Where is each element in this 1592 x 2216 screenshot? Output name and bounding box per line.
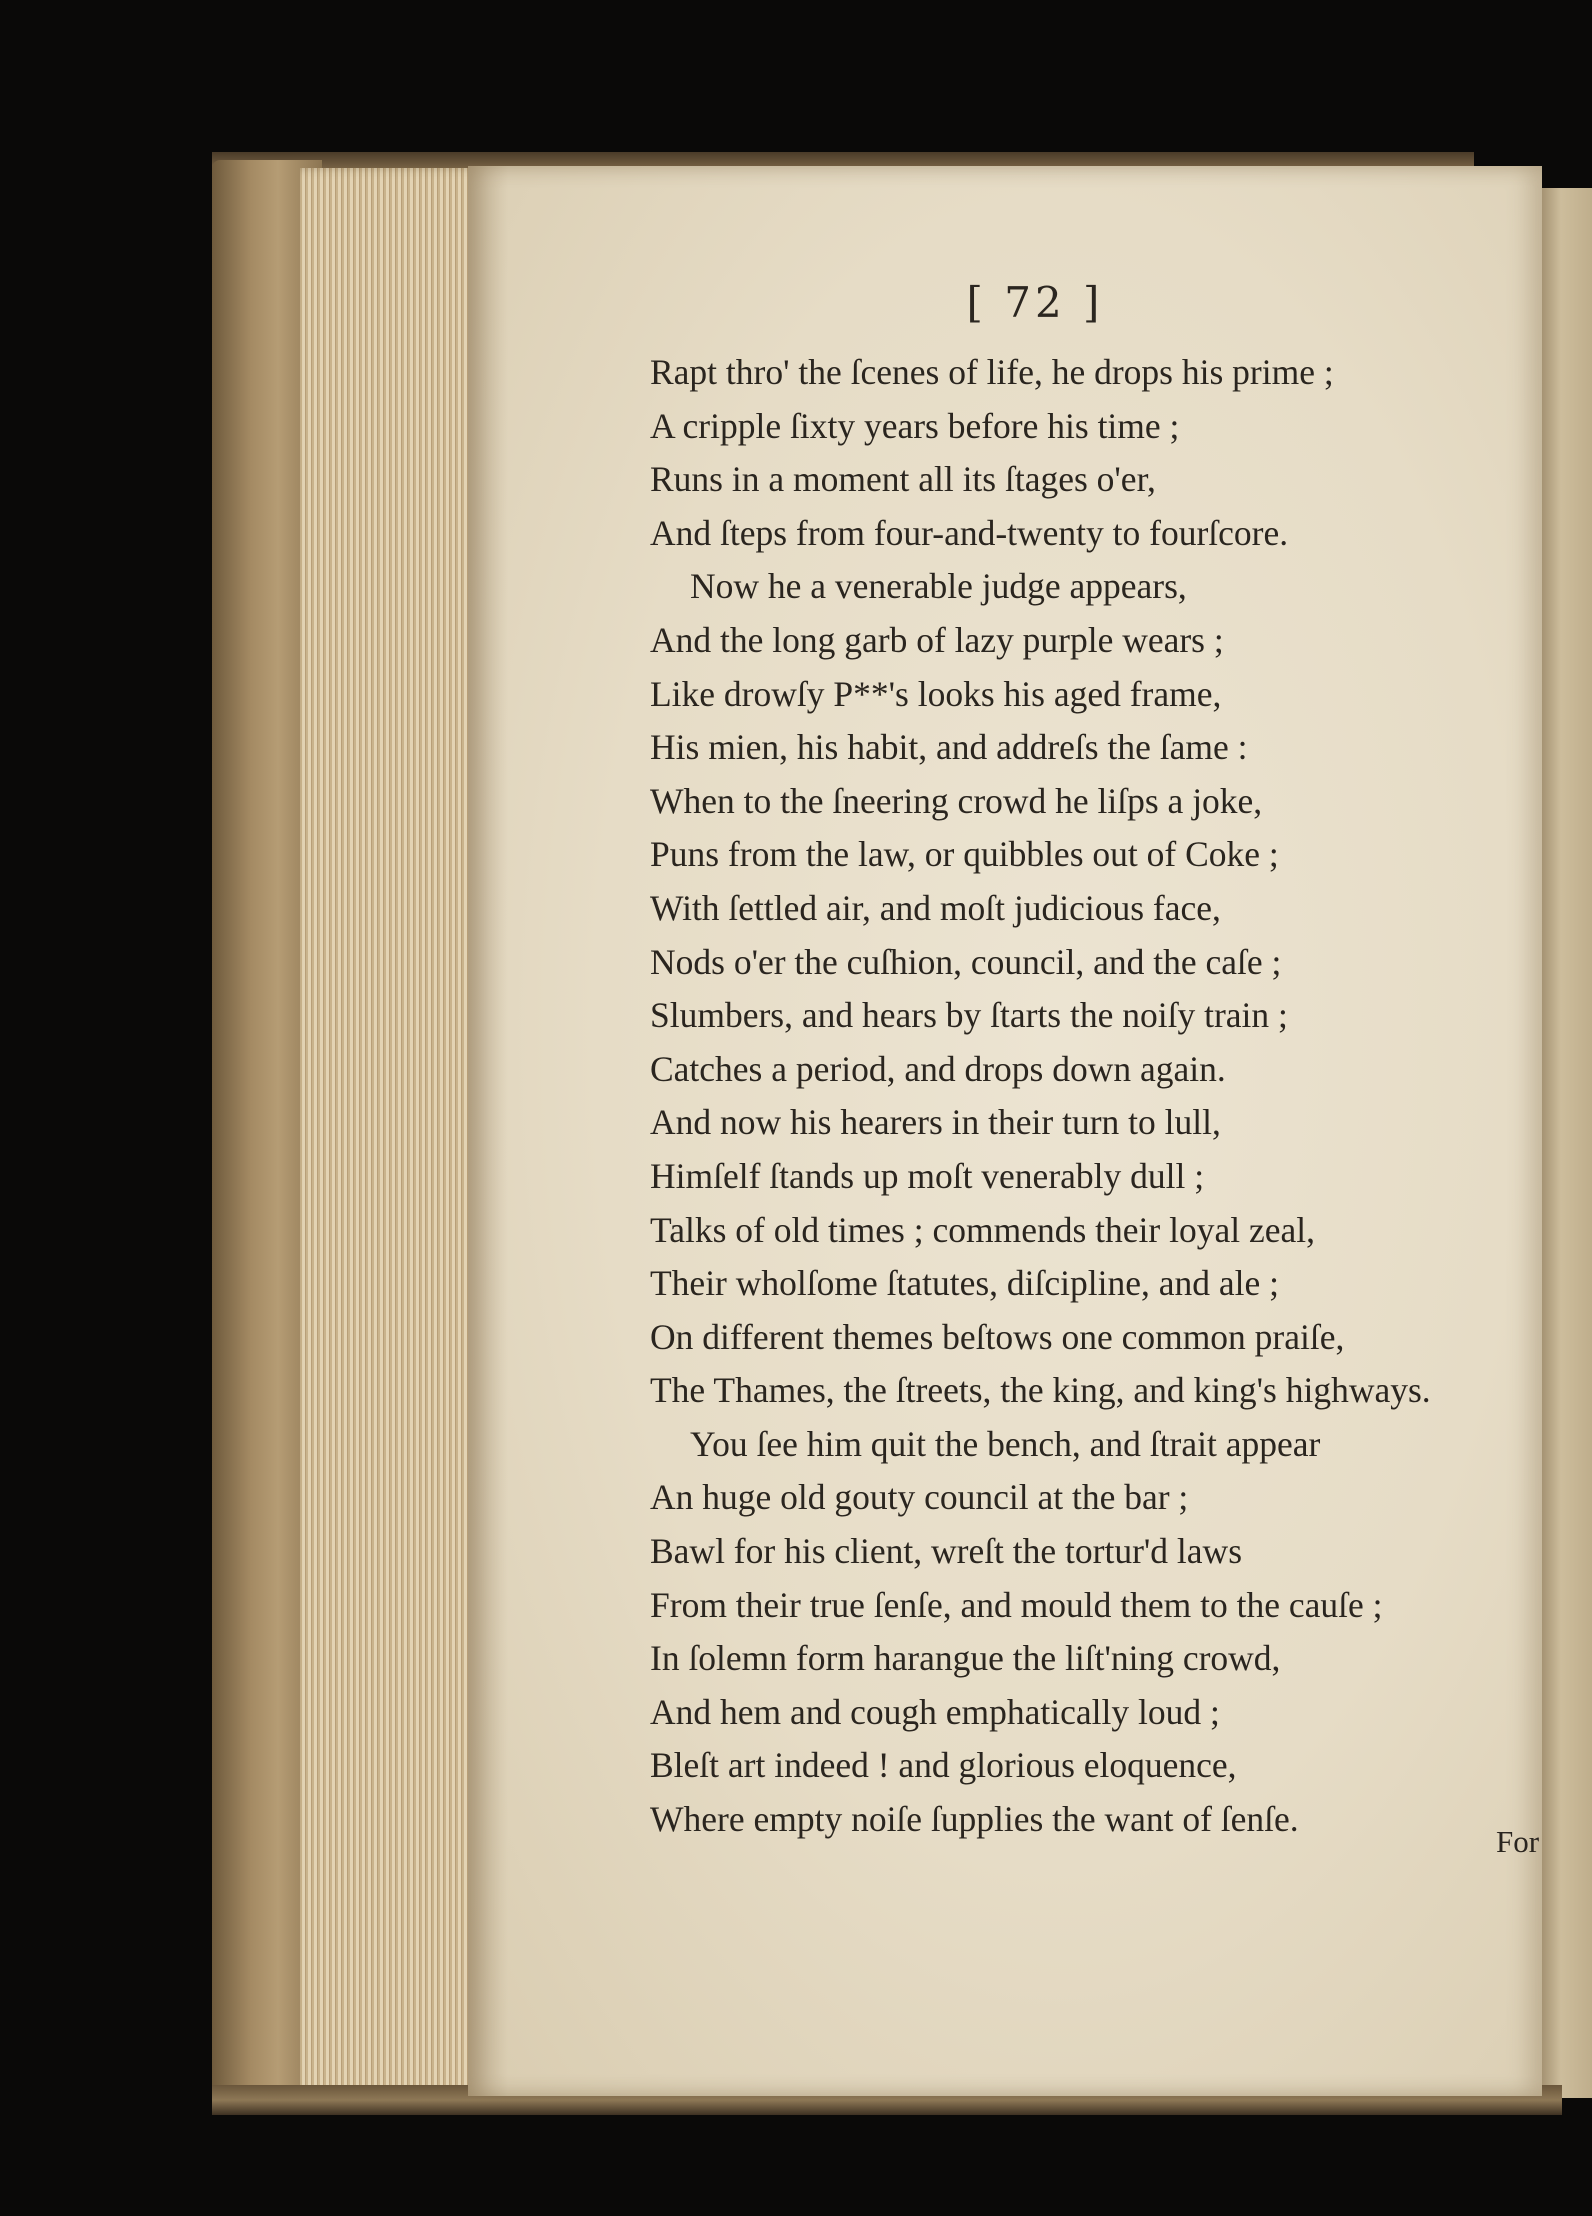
verse-line: Slumbers, and hears by ſtarts the noiſy train ; <box>650 995 1288 1036</box>
verse-line: Talks of old times ; commends their loyal zeal, <box>650 1209 1315 1250</box>
poem-text <box>650 346 1530 1847</box>
catchword: For <box>1496 1824 1540 1859</box>
verse-line: And the long garb of lazy purple wears ; <box>650 619 1224 660</box>
verse-line: Bawl for his client, wreſt the tortur'd laws <box>650 1531 1243 1572</box>
verse-line: Bleſt art indeed ! and glorious eloquence, <box>650 1745 1237 1786</box>
verse-line: Runs in a moment all its ſtages o'er, <box>650 459 1156 500</box>
verse-line: Their wholſome ſtatutes, diſcipline, and ale ; <box>650 1263 1279 1304</box>
verse-line: With ſettled air, and moſt judicious face, <box>650 887 1221 928</box>
verse-line: Himſelf ſtands up moſt venerably dull ; <box>650 1155 1205 1196</box>
verse-line: His mien, his habit, and addreſs the ſame : <box>650 727 1248 768</box>
verse-line: Like drowſy P**'s looks his aged frame, <box>650 673 1222 714</box>
verse-line: The Thames, the ſtreets, the king, and king's highways. <box>650 1370 1431 1411</box>
facing-page-edge <box>1540 188 1592 2098</box>
verse-line: Now he a venerable judge appears, <box>690 566 1187 607</box>
verse-line: And hem and cough emphatically loud ; <box>650 1691 1220 1732</box>
book-page <box>468 166 1542 2096</box>
gutter-shadow <box>468 166 508 2096</box>
verse-line: An huge old gouty council at the bar ; <box>650 1477 1189 1518</box>
verse-line: And ſteps from four-and-twenty to fourſcore. <box>650 512 1289 553</box>
page-fore-edge-stack <box>300 168 490 2096</box>
verse-line: When to the ſneering crowd he liſps a joke, <box>650 780 1263 821</box>
verse-line: You ſee him quit the bench, and ſtrait appear <box>690 1423 1321 1464</box>
verse-line: Puns from the law, or quibbles out of Coke ; <box>650 834 1279 875</box>
verse-line: Nods o'er the cuſhion, council, and the caſe ; <box>650 941 1282 982</box>
verse-line: Where empty noiſe ſupplies the want of ſenſe. <box>650 1799 1299 1840</box>
verse-line: In ſolemn form harangue the liſt'ning crowd, <box>650 1638 1281 1679</box>
page-number: [ 72 ] <box>966 278 1104 327</box>
verse-line: Rapt thro' the ſcenes of life, he drops his prime ; <box>650 352 1334 392</box>
verse-line: A cripple ſixty years before his time ; <box>650 405 1180 446</box>
verse-line: On different themes beſtows one common praiſe, <box>650 1316 1345 1357</box>
verse-line: From their true ſenſe, and mould them to the cauſe ; <box>650 1584 1383 1625</box>
verse-line: Catches a period, and drops down again. <box>650 1048 1226 1089</box>
verse-line: And now his hearers in their turn to lull, <box>650 1102 1221 1143</box>
